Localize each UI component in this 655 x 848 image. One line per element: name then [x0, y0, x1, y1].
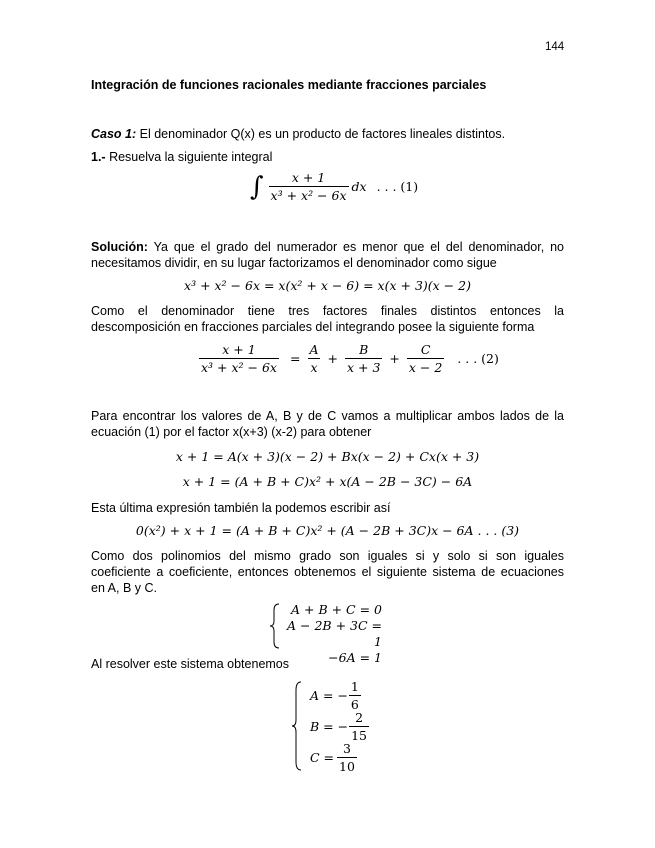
- system-eq-1: A + B + C = 0: [291, 602, 382, 617]
- exercise-text: Resuelva la siguiente integral: [105, 150, 273, 164]
- pf-b-fraction: $\frac{B}{x + 3}$: [346, 342, 381, 375]
- equation-tag-2: . . . (2): [457, 351, 499, 366]
- pf-equals: =: [289, 351, 301, 366]
- paragraph-5-line-2: coeficiente a coeficiente, entonces obtenemos el siguiente sistema de ecuaciones: [91, 565, 564, 579]
- equation-3: 0(x²) + x + 1 = (A + B + C)x² + (A − 2B + 3C)x − 6A . . . (3): [135, 523, 520, 538]
- integrand-numerator: x + 1: [291, 170, 326, 185]
- left-brace-icon: [268, 602, 282, 650]
- solution-line-2: necesitamos dividir, en su lugar factorizamos el denominador como sigue: [91, 256, 497, 270]
- integral-dx: dx: [351, 179, 367, 194]
- paragraph-5-line-3: en A, B y C.: [91, 581, 158, 595]
- pf-a-fraction: $\frac{A}{x}$: [309, 342, 319, 375]
- solution-label: Solución:: [91, 240, 148, 254]
- exercise-number: 1.-: [91, 150, 106, 164]
- case-label: Caso 1:: [91, 127, 137, 141]
- integral-sign: ∫: [250, 171, 264, 202]
- pf-lhs-fraction: $\frac{x + 1}{\text{x³ + x² − 6x}}$: [201, 342, 277, 375]
- result-a: A = − $\frac{1}{6}$: [310, 679, 359, 712]
- system-eq-2: A − 2B + 3C = 1: [287, 618, 382, 649]
- paragraph-2-line-2: descomposición en fracciones parciales del integrando posee la siguiente forma: [91, 320, 535, 334]
- exercise-statement: [91, 149, 272, 165]
- integral-equation: [250, 170, 418, 203]
- paragraph-4: Esta última expresión también la podemos escribir así: [91, 501, 391, 515]
- paragraph-3-line-1: Para encontrar los valores de A, B y de C vamos a multiplicar ambos lados de la: [91, 409, 564, 423]
- case-statement: [91, 126, 505, 142]
- solution-line-1: Solución: Ya que el grado del numerador es menor que el del denominador, no: [91, 240, 564, 254]
- multiplied-equation-1: x + 1 = A(x + 3)(x − 2) + Bx(x − 2) + Cx(x + 3): [175, 449, 480, 464]
- partial-fraction-equation: [196, 342, 499, 375]
- system-eq-3: −6A = 1: [328, 650, 382, 665]
- paragraph-2-line-1: Como el denominador tiene tres factores finales distintos entonces la: [91, 304, 564, 318]
- equation-system: [268, 602, 388, 665]
- paragraph-6: Al resolver este sistema obtenemos: [91, 657, 290, 671]
- paragraph-5-line-1: Como dos polinomios del mismo grado son iguales si y solo si son iguales: [91, 549, 564, 563]
- paragraph-3-line-2: ecuación (1) por el factor x(x+3) (x-2) para obtener: [91, 425, 372, 439]
- equation-tag-1: . . . (1): [376, 179, 419, 194]
- result-b: B = − $\frac{2}{15}$: [310, 710, 367, 743]
- integrand-fraction: [269, 170, 349, 203]
- pf-plus-2: +: [389, 351, 400, 366]
- page-number: 144: [545, 41, 565, 53]
- pf-plus-1: +: [327, 351, 338, 366]
- left-brace-icon: [290, 680, 304, 772]
- pf-c-fraction: $\frac{C}{x - 2}$: [408, 342, 443, 375]
- section-title: Integración de funciones racionales mediante fracciones parciales: [91, 78, 487, 92]
- factorization-equation: x³ + x² − 6x = x(x² + x − 6) = x(x + 3)(x − 2): [184, 278, 471, 293]
- case-text: El denominador Q(x) es un producto de factores lineales distintos.: [136, 127, 506, 141]
- result-system: [290, 680, 400, 772]
- integrand-denominator: x³ + x² − 6x: [270, 188, 347, 203]
- multiplied-equation-2: x + 1 = (A + B + C)x² + x(A − 2B − 3C) − 6A: [182, 474, 473, 489]
- result-c: C = $\frac{3}{10}$: [310, 741, 355, 774]
